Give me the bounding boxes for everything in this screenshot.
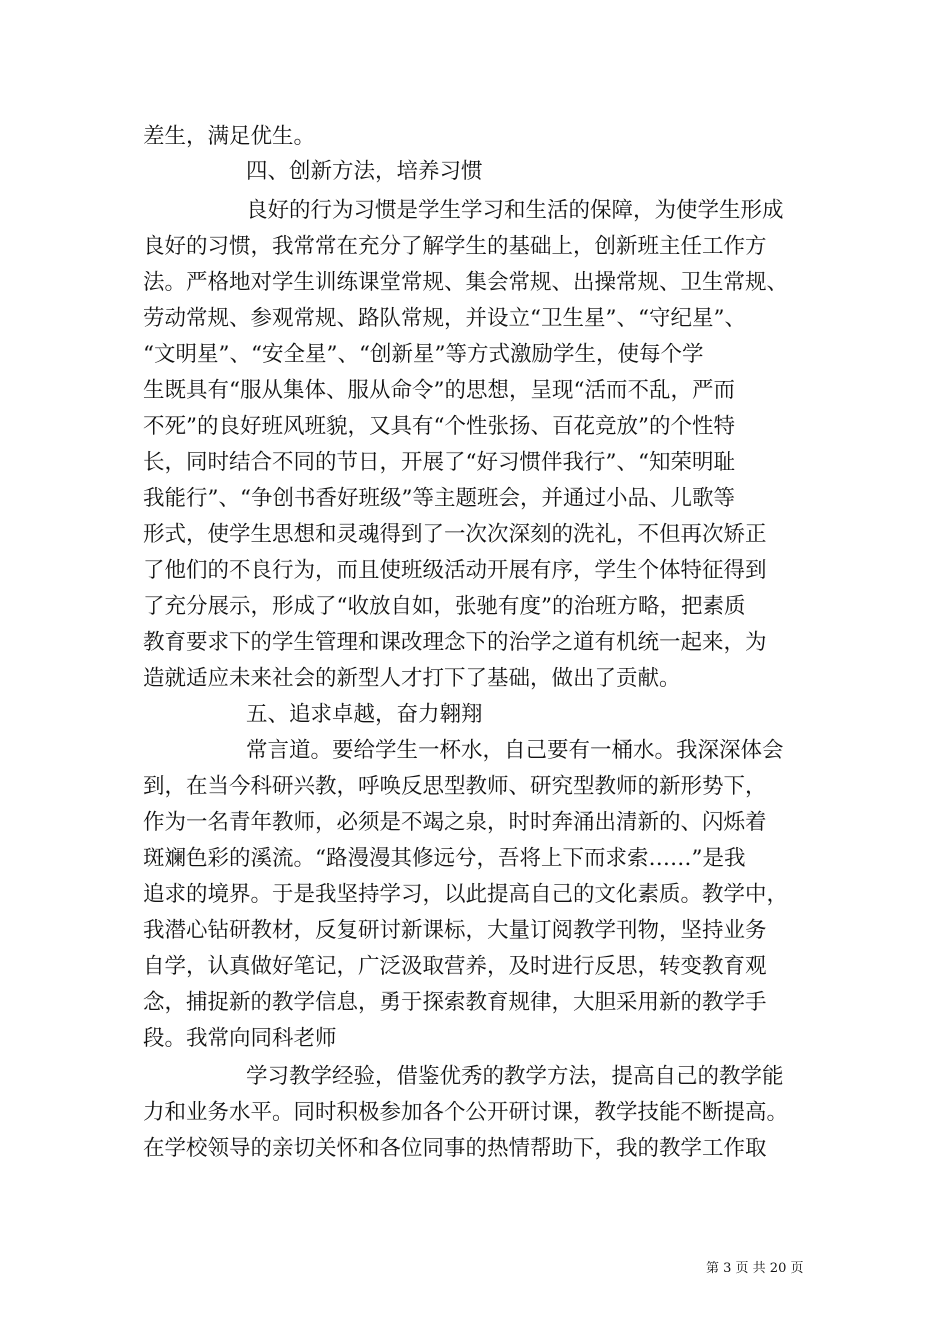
text-line-21: 斑斓色彩的溪流。“路漫漫其修远兮，吾将上下而求索……”是我 xyxy=(143,846,746,871)
text-line-20: 作为一名青年教师，必须是不竭之泉，时时奔涌出清新的、闪烁着 xyxy=(143,810,767,835)
text-line-24: 自学，认真做好笔记，广泛汲取营养，及时进行反思，转变教育观 xyxy=(143,954,767,979)
text-line-3: 良好的行为习惯是学生学习和生活的保障，为使学生形成 xyxy=(246,198,784,223)
text-line-22: 追求的境界。于是我坚持学习，以此提高自己的文化素质。教学中， xyxy=(143,882,789,907)
text-line-11: 我能行”、“争创书香好班级”等主题班会，并通过小品、儿歌等 xyxy=(143,486,735,511)
text-line-8: 生既具有“服从集体、服从命令”的思想，呈现“活而不乱，严而 xyxy=(143,378,735,403)
text-line-27: 学习教学经验，借鉴优秀的教学方法，提高自己的教学能 xyxy=(246,1064,784,1089)
text-line-23: 我潜心钻研教材，反复研讨新课标，大量订阅教学刊物，坚持业务 xyxy=(143,918,767,943)
text-line-12: 形式，使学生思想和灵魂得到了一次次深刻的洗礼，不但再次矫正 xyxy=(143,522,767,547)
text-line-19: 到，在当今科研兴教，呼唤反思型教师、研究型教师的新形势下， xyxy=(143,774,767,799)
text-line-5: 法。严格地对学生训练课堂常规、集会常规、出操常规、卫生常规、 xyxy=(143,270,789,295)
text-line-15: 教育要求下的学生管理和课改理念下的治学之道有机统一起来，为 xyxy=(143,630,767,655)
text-line-18: 常言道。要给学生一杯水，自己要有一桶水。我深深体会 xyxy=(246,738,784,763)
text-line-1: 差生，满足优生。 xyxy=(143,124,316,149)
text-line-26: 段。我常向同科老师 xyxy=(143,1026,337,1051)
text-line-13: 了他们的不良行为，而且使班级活动开展有序，学生个体特征得到 xyxy=(143,558,767,583)
text-line-10: 长，同时结合不同的节日，开展了“好习惯伴我行”、“知荣明耻 xyxy=(143,450,735,475)
text-line-9: 不死”的良好班风班貌，又具有“个性张扬、百花竞放”的个性特 xyxy=(143,414,735,439)
text-line-28: 力和业务水平。同时积极参加各个公开研讨课，教学技能不断提高。 xyxy=(143,1100,789,1125)
text-line-7: “文明星”、“安全星”、“创新星”等方式激励学生，使每个学 xyxy=(143,342,704,367)
text-line-25: 念，捕捉新的教学信息，勇于探索教育规律，大胆采用新的教学手 xyxy=(143,990,767,1015)
text-line-4: 良好的习惯，我常常在充分了解学生的基础上，创新班主任工作方 xyxy=(143,234,767,259)
text-line-29: 在学校领导的亲切关怀和各位同事的热情帮助下，我的教学工作取 xyxy=(143,1136,767,1161)
text-line-16: 造就适应未来社会的新型人才打下了基础，做出了贡献。 xyxy=(143,666,681,691)
page-number: 第 3 页 共 20 页 xyxy=(706,1261,804,1276)
text-line-14: 了充分展示，形成了“收放自如，张驰有度”的治班方略，把素质 xyxy=(143,594,746,619)
section-heading-4: 四、创新方法，培养习惯 xyxy=(246,159,483,184)
section-heading-5: 五、追求卓越，奋力翱翔 xyxy=(246,702,483,727)
text-line-6: 劳动常规、参观常规、路队常规，并设立“卫生星”、“守纪星”、 xyxy=(143,306,746,331)
